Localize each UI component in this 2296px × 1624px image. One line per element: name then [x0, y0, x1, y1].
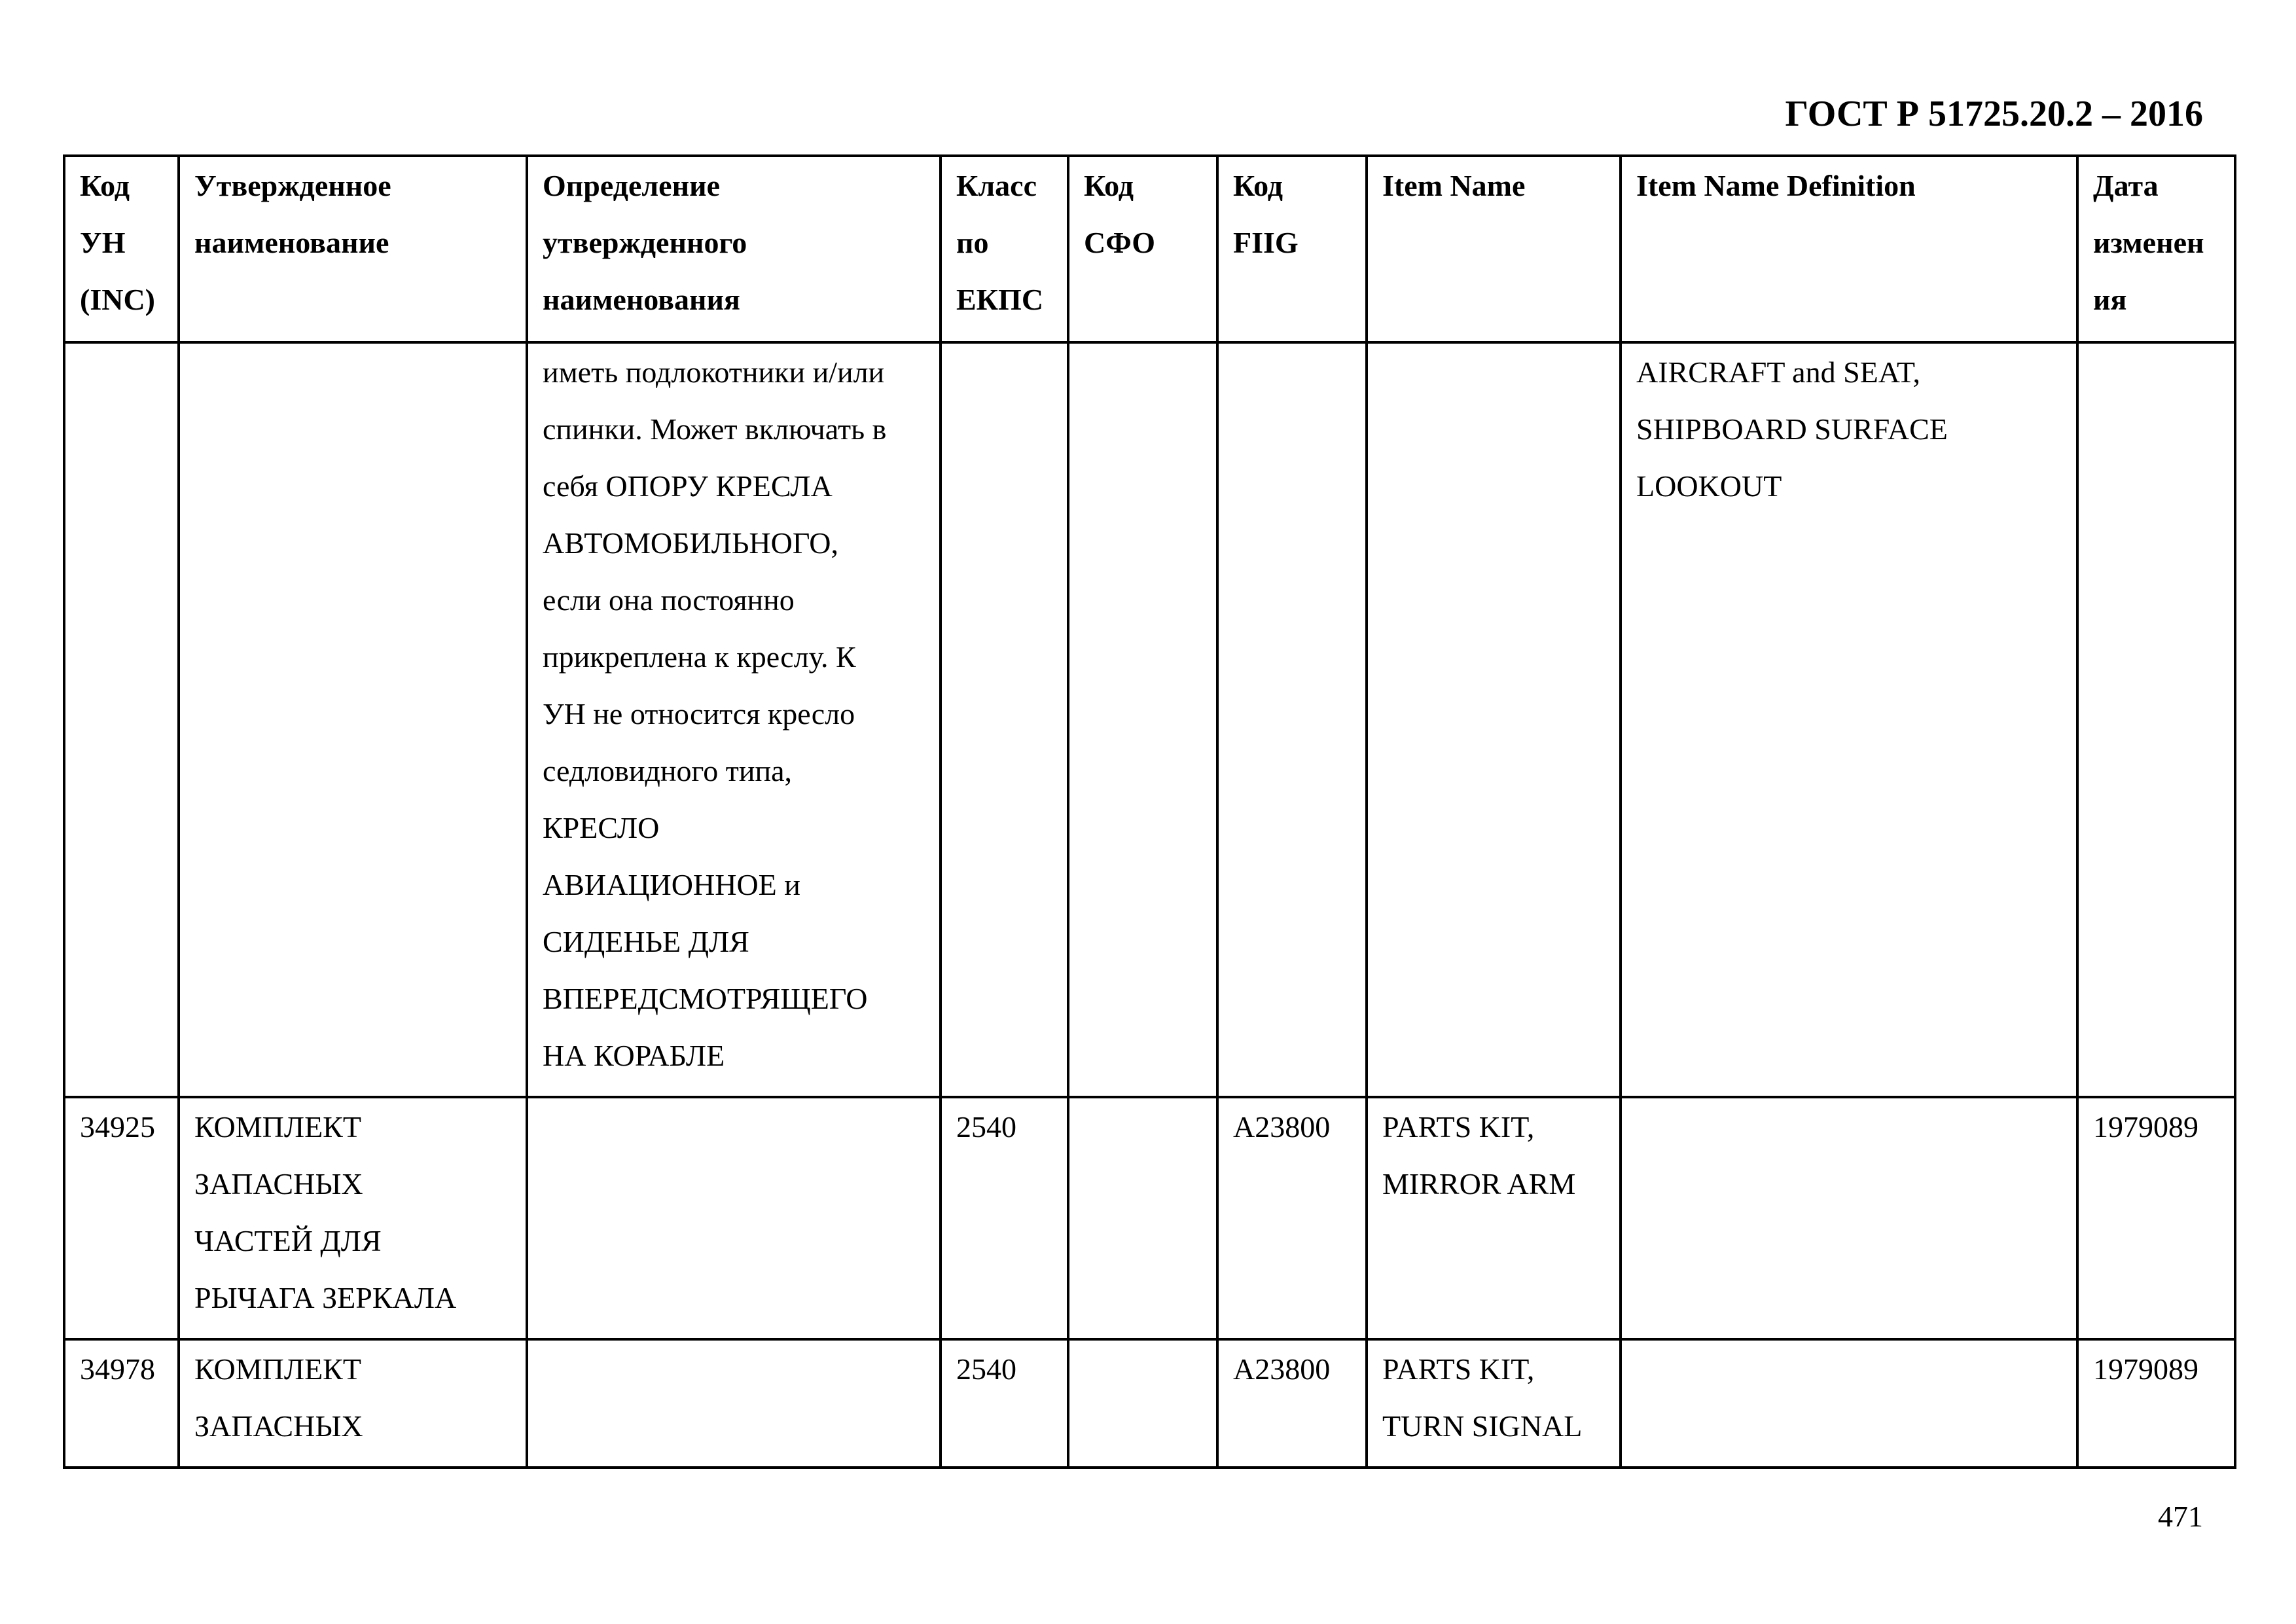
- table-row: [64, 1097, 2235, 1339]
- cell-definition: [527, 1097, 941, 1339]
- cell-approved-name: КОМПЛЕКТ ЗАПАСНЫХ ЧАСТЕЙ ДЛЯ РЫЧАГА ЗЕРКАЛА: [179, 1097, 527, 1339]
- cell-change-date: [2077, 342, 2235, 1097]
- cell-change-date: 1979089: [2077, 1097, 2235, 1339]
- header-class: Класс по ЕКПС: [941, 156, 1068, 342]
- header-sfo-code: Код СФО: [1068, 156, 1217, 342]
- cell-approved-name: КОМПЛЕКТ ЗАПАСНЫХ: [179, 1339, 527, 1468]
- cell-item-name: [1367, 342, 1621, 1097]
- table-row: [64, 1339, 2235, 1468]
- cell-fiig-code: A23800: [1217, 1339, 1367, 1468]
- table-row: [64, 342, 2235, 1097]
- cell-change-date: 1979089: [2077, 1339, 2235, 1468]
- header-item-name-definition: Item Name Definition: [1621, 156, 2077, 342]
- cell-item-name-definition: [1621, 1097, 2077, 1339]
- cell-class: 2540: [941, 1097, 1068, 1339]
- table-header-row: [64, 156, 2235, 342]
- cell-item-name: PARTS KIT, MIRROR ARM: [1367, 1097, 1621, 1339]
- header-approved-name: Утвержденное наименование: [179, 156, 527, 342]
- catalog-table: [63, 154, 2236, 1469]
- cell-fiig-code: [1217, 342, 1367, 1097]
- cell-fiig-code: A23800: [1217, 1097, 1367, 1339]
- header-change-date: Дата изменен ия: [2077, 156, 2235, 342]
- cell-inc: 34925: [64, 1097, 179, 1339]
- header-inc: Код УН (INC): [64, 156, 179, 342]
- header-definition: Определение утвержденного наименования: [527, 156, 941, 342]
- cell-sfo-code: [1068, 1339, 1217, 1468]
- cell-approved-name: [179, 342, 527, 1097]
- document-standard-label: ГОСТ Р 51725.20.2 – 2016: [1785, 94, 2203, 134]
- cell-sfo-code: [1068, 1097, 1217, 1339]
- cell-item-name-definition: [1621, 1339, 2077, 1468]
- cell-inc: 34978: [64, 1339, 179, 1468]
- cell-class: 2540: [941, 1339, 1068, 1468]
- cell-class: [941, 342, 1068, 1097]
- page-number: 471: [2158, 1500, 2203, 1533]
- cell-definition: иметь подлокотники и/или спинки. Может включать в себя ОПОРУ КРЕСЛА АВТОМОБИЛЬНОГО, если она постоянно прикреплена к креслу. К УН не относится кресло седловидного типа, КРЕСЛО АВИАЦИОННОЕ и СИДЕНЬЕ ДЛЯ ВПЕРЕДСМОТРЯЩЕГО НА КОРАБЛЕ: [527, 342, 941, 1097]
- cell-inc: [64, 342, 179, 1097]
- header-item-name: Item Name: [1367, 156, 1621, 342]
- header-fiig-code: Код FIIG: [1217, 156, 1367, 342]
- cell-item-name: PARTS KIT, TURN SIGNAL: [1367, 1339, 1621, 1468]
- cell-item-name-definition: AIRCRAFT and SEAT, SHIPBOARD SURFACE LOOKOUT: [1621, 342, 2077, 1097]
- cell-sfo-code: [1068, 342, 1217, 1097]
- cell-definition: [527, 1339, 941, 1468]
